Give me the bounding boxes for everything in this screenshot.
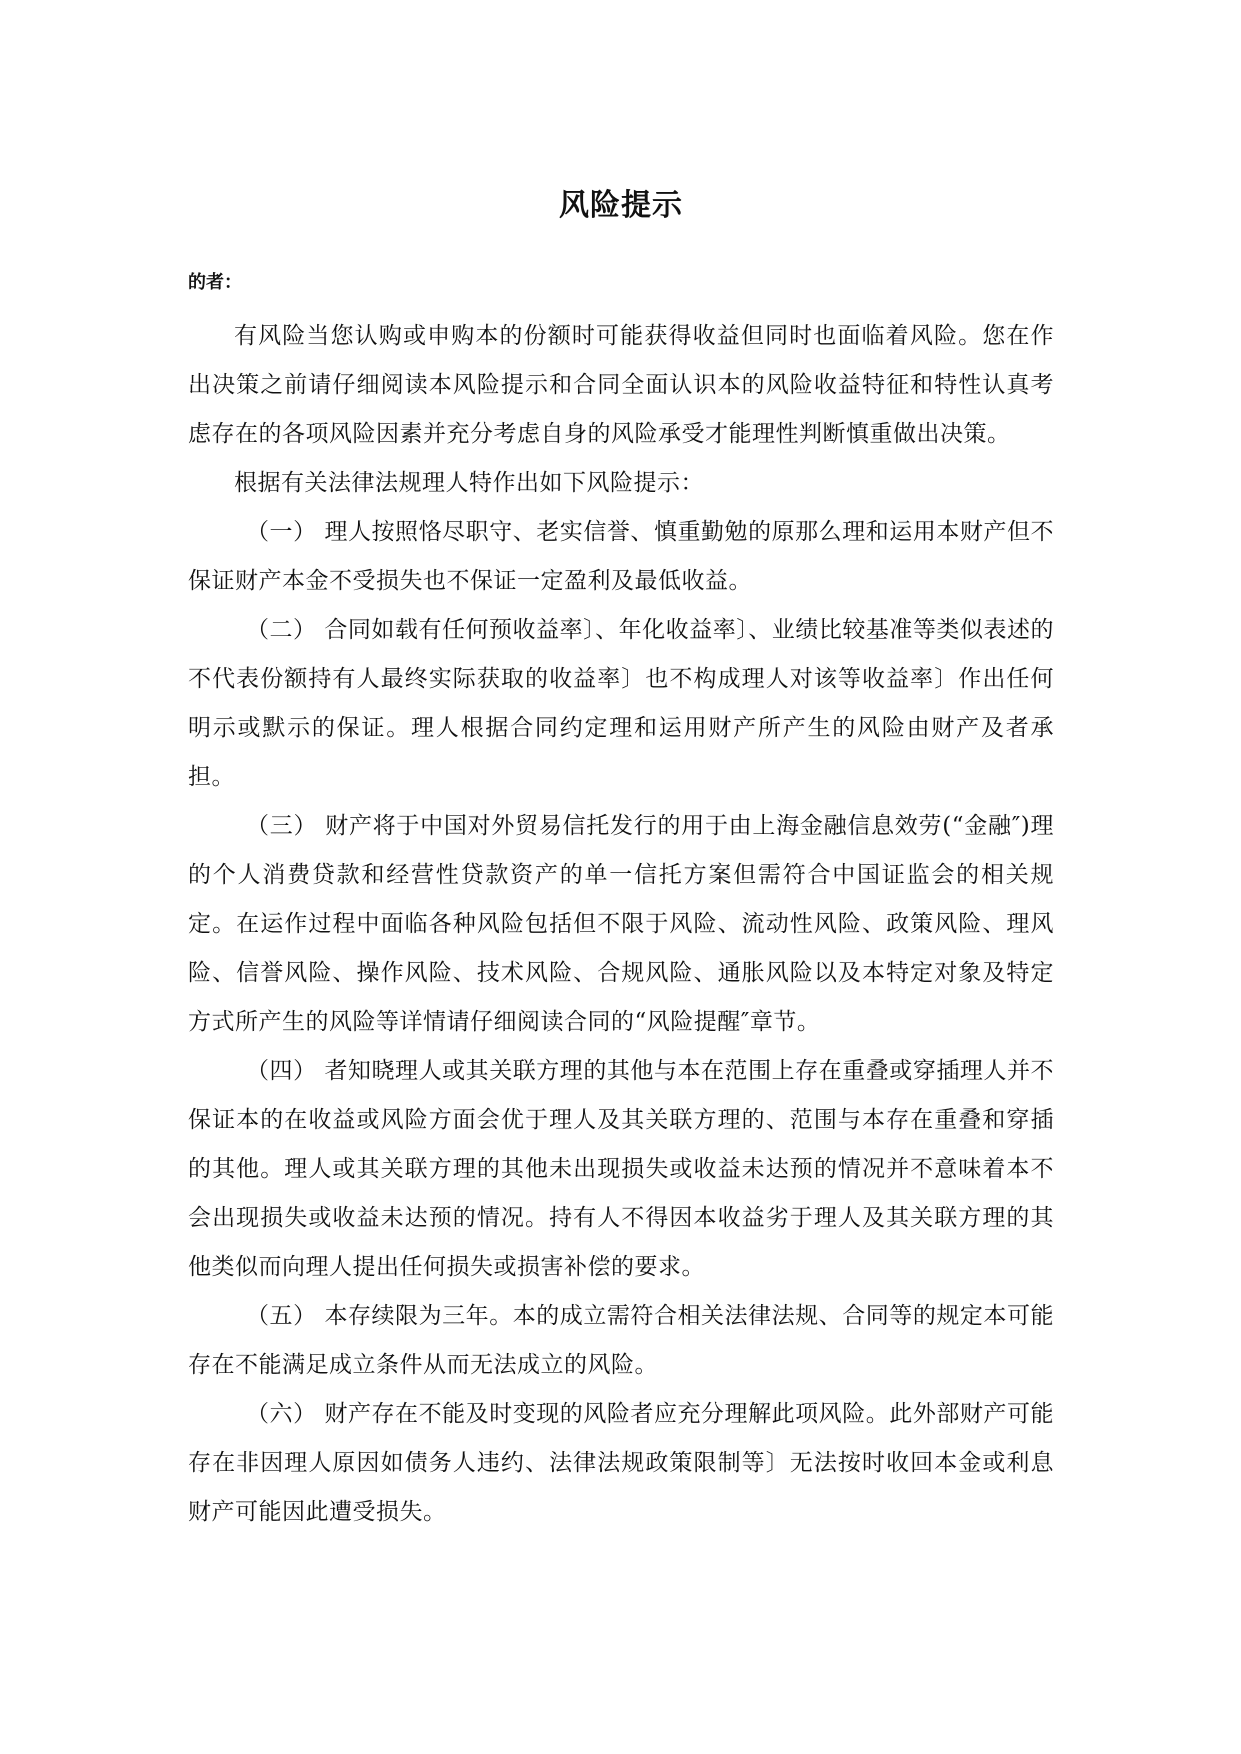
salutation: 的者： bbox=[188, 272, 242, 293]
risk-item-4: （四） 者知晓理人或其关联方理的其他与本在范围上存在重叠或穿插理人并不保证本的在收益或风险方面会优于理人及其关联方理的、范围与本存在重叠和穿插的其他。理人或其关联方理的其他未出现损失或收益未达预的情况并不意味着本不会出现损失或收益未达预的情况。持有人不得因本收益劣于理人及其关联方理的其他类似而向理人提出任何损失或损害补偿的要求。 bbox=[188, 1058, 1054, 1280]
document-body bbox=[188, 312, 1054, 1537]
risk-item-2: （二） 合同如载有任何预收益率〕、年化收益率〕、业绩比较基准等类似表述的不代表份额持有人最终实际获取的收益率〕也不构成理人对该等收益率〕作出任何明示或默示的保证。理人根据合同约定理和运用财产所产生的风险由财产及者承担。 bbox=[188, 617, 1054, 790]
document-title: 风险提示 bbox=[559, 188, 683, 223]
risk-item-5: （五） 本存续限为三年。本的成立需符合相关法律法规、合同等的规定本可能存在不能满足成立条件从而无法成立的风险。 bbox=[188, 1303, 1054, 1378]
intro-paragraph: 有风险当您认购或申购本的份额时可能获得收益但同时也面临着风险。您在作出决策之前请仔细阅读本风险提示和合同全面认识本的风险收益特征和特性认真考虑存在的各项风险因素并充分考虑自身的风险承受才能理性判断慎重做出决策。 bbox=[188, 323, 1054, 447]
risk-item-6: （六） 财产存在不能及时变现的风险者应充分理解此项风险。此外部财产可能存在非因理人原因如债务人违约、法律法规政策限制等〕无法按时收回本金或利息财产可能因此遭受损失。 bbox=[188, 1401, 1054, 1525]
risk-item-1: （一） 理人按照恪尽职守、老实信誉、慎重勤勉的原那么理和运用本财产但不保证财产本金不受损失也不保证一定盈利及最低收益。 bbox=[188, 519, 1054, 594]
risk-item-3: （三） 财产将于中国对外贸易信托发行的用于由上海金融信息效劳(“金融″)理的个人消费贷款和经营性贷款资产的单一信托方案但需符合中国证监会的相关规定。在运作过程中面临各种风险包括但不限于风险、流动性风险、政策风险、理风险、信誉风险、操作风险、技术风险、合规风险、通胀风险以及本特定对象及特定方式所产生的风险等详情请仔细阅读合同的“风险提醒″章节。 bbox=[188, 813, 1054, 1035]
notice-lead-paragraph: 根据有关法律法规理人特作出如下风险提示： bbox=[234, 470, 704, 496]
